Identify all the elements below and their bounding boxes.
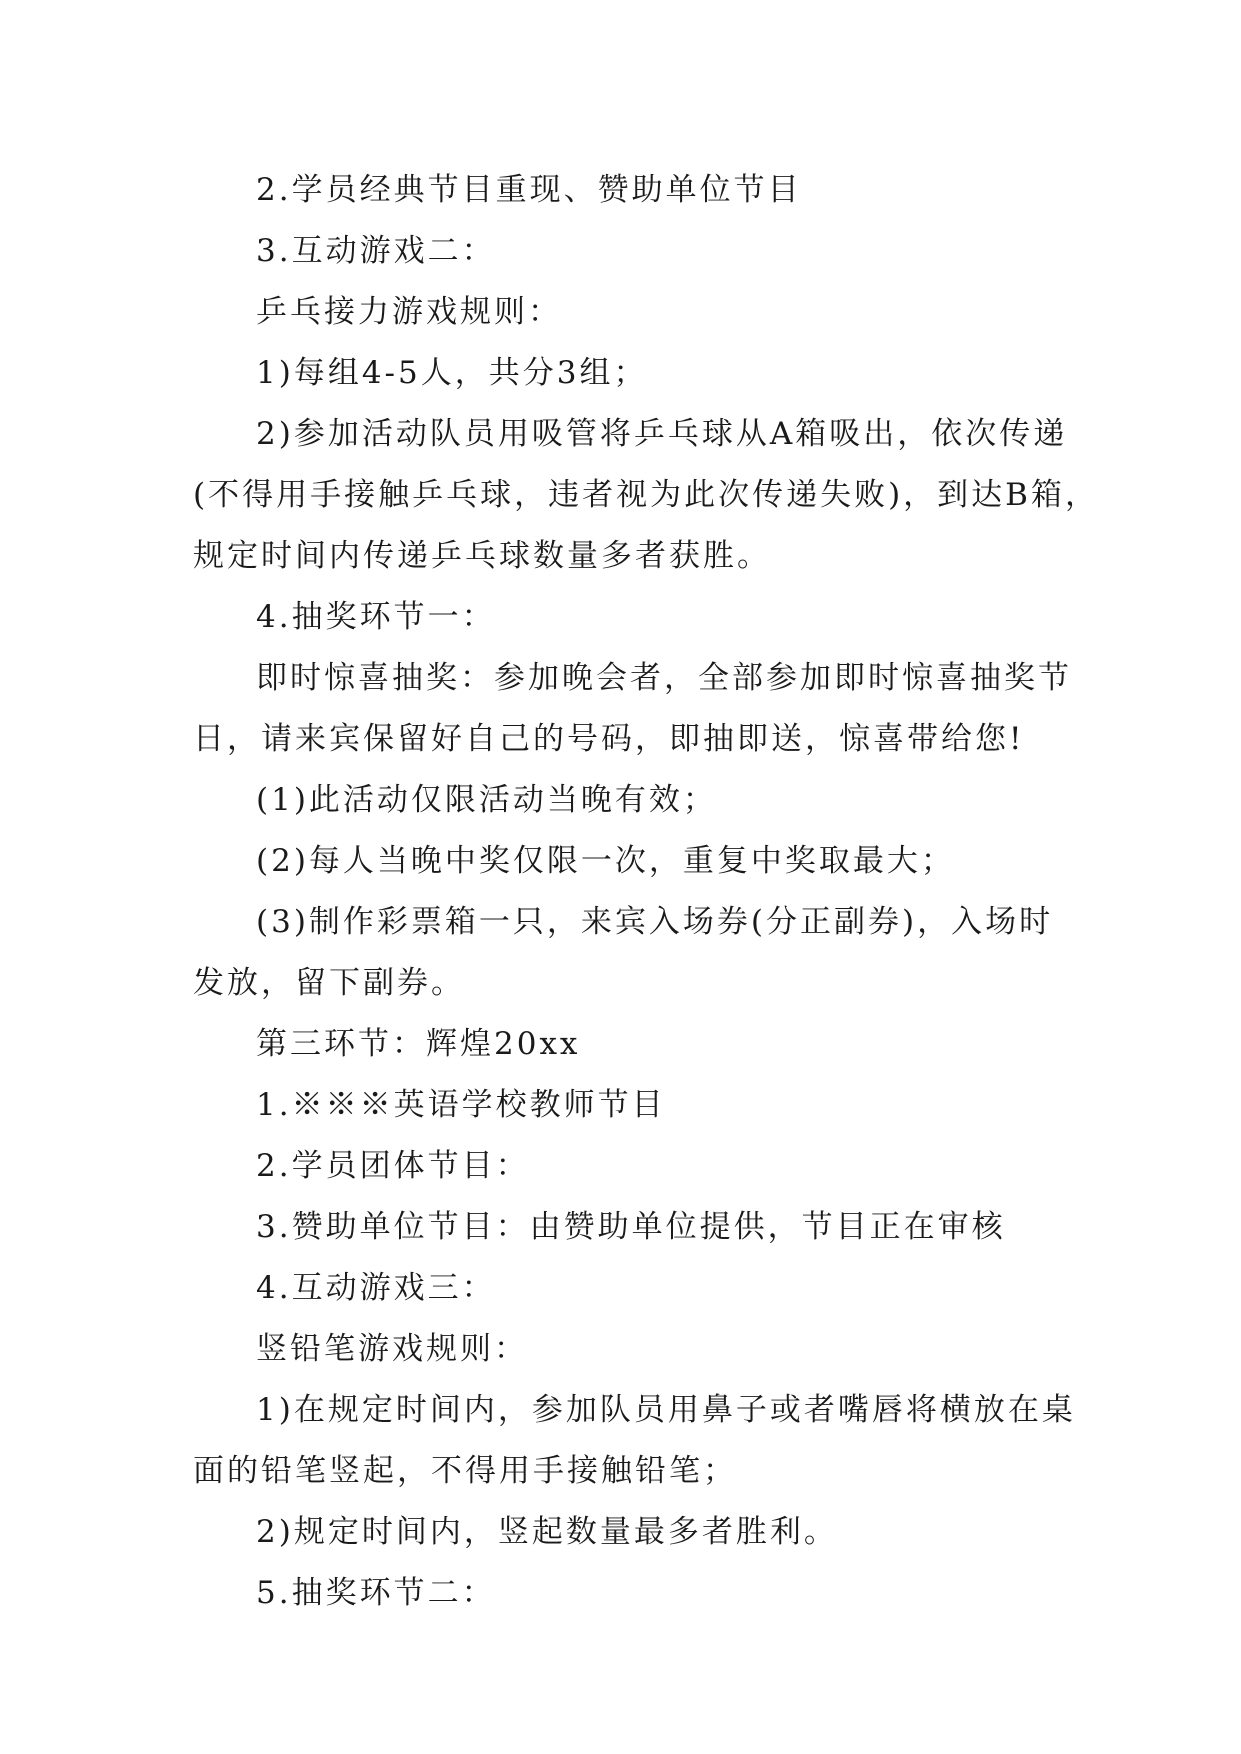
- text-line: 发放，留下副券。: [193, 965, 465, 1001]
- text-line: 日，请来宾保留好自己的号码，即抽即送，惊喜带给您!: [193, 721, 1025, 757]
- text-line: 面的铅笔竖起，不得用手接触铅笔；: [193, 1453, 737, 1489]
- text-line: (不得用手接触乒乓球，违者视为此次传递失败)，到达B箱，: [193, 477, 1099, 513]
- text-line: 第三环节：辉煌20xx: [256, 1026, 581, 1062]
- text-line: (3)制作彩票箱一只，来宾入场券(分正副券)，入场时: [256, 904, 1054, 940]
- text-line: 1.※※※英语学校教师节目: [256, 1087, 666, 1123]
- document-body: [193, 160, 1099, 1624]
- text-line: 3.互动游戏二：: [256, 233, 496, 269]
- text-line: 4.互动游戏三：: [256, 1270, 496, 1306]
- text-line: 1)在规定时间内，参加队员用鼻子或者嘴唇将横放在桌: [256, 1392, 1076, 1428]
- text-line: 2)规定时间内，竖起数量最多者胜利。: [256, 1514, 838, 1550]
- text-line: 竖铅笔游戏规则：: [256, 1331, 528, 1367]
- text-line: 2.学员经典节目重现、赞助单位节目: [256, 172, 802, 208]
- text-line: 规定时间内传递乒乓球数量多者获胜。: [193, 538, 771, 574]
- text-line: 4.抽奖环节一：: [256, 599, 496, 635]
- text-line: (2)每人当晚中奖仅限一次，重复中奖取最大；: [256, 843, 955, 879]
- text-line: 2.学员团体节目：: [256, 1148, 530, 1184]
- text-line: 5.抽奖环节二：: [256, 1575, 496, 1611]
- text-line: 即时惊喜抽奖：参加晚会者，全部参加即时惊喜抽奖节: [256, 660, 1072, 696]
- text-line: 1)每组4-5人，共分3组；: [256, 355, 648, 391]
- text-line: 乒乓接力游戏规则：: [256, 294, 562, 330]
- text-line: 2)参加活动队员用吸管将乒乓球从A箱吸出，依次传递: [256, 416, 1068, 452]
- text-line: (1)此活动仅限活动当晚有效；: [256, 782, 717, 818]
- text-line: 3.赞助单位节目：由赞助单位提供，节目正在审核: [256, 1209, 1006, 1245]
